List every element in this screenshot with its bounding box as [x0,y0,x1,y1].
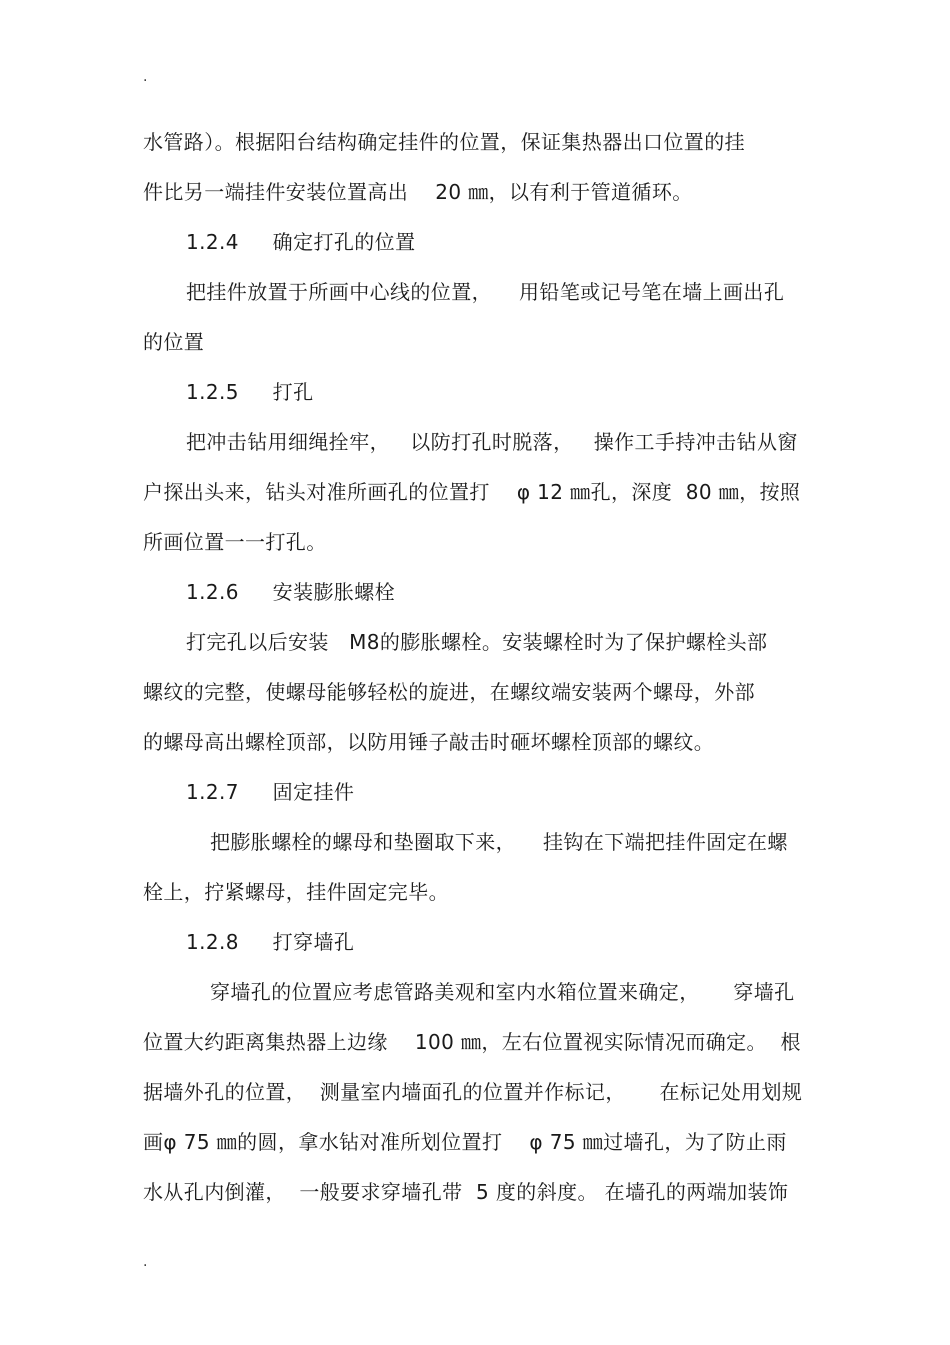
text-line: 水从孔内倒灌， 一般要求穿墙孔带 5 度的斜度。 在墙孔的两端加装饰 [143,1180,789,1204]
top-page-mark: . [143,69,148,85]
text-line: 把膨胀螺栓的螺母和垫圈取下来， 挂钩在下端把挂件固定在螺 [210,830,788,854]
bottom-page-mark: . [143,1254,148,1270]
text-line: 水管路）。根据阳台结构确定挂件的位置，保证集热器出口位置的挂 [143,130,745,154]
text-line: 的位置 [143,330,205,354]
text-line: 位置大约距离集热器上边缘 100 ㎜，左右位置视实际情况而确定。 根 [143,1030,801,1054]
text-line: 所画位置一一打孔。 [143,530,327,554]
text-line: 的螺母高出螺栓顶部，以防用锤子敲击时砸坏螺栓顶部的螺纹。 [143,730,715,754]
text-line: 户探出头来，钻头对准所画孔的位置打 φ 12 ㎜孔，深度 80 ㎜，按照 [143,480,801,504]
text-line: 画φ 75 ㎜的圆，拿水钻对准所划位置打 φ 75 ㎜过墙孔，为了防止雨 [143,1130,787,1154]
text-line: 打完孔以后安装 M8的膨胀螺栓。安装螺栓时为了保护螺栓头部 [186,630,768,654]
text-line: 螺纹的完整，使螺母能够轻松的旋进，在螺纹端安装两个螺母，外部 [143,680,755,704]
text-line: 据墙外孔的位置， 测量室内墙面孔的位置并作标记， 在标记处用划规 [143,1080,803,1104]
section-heading: 1.2.5 打孔 [186,380,314,404]
section-heading: 1.2.8 打穿墙孔 [186,930,355,954]
section-heading: 1.2.6 安装膨胀螺栓 [186,580,396,604]
section-heading: 1.2.7 固定挂件 [186,780,355,804]
text-line: 穿墙孔的位置应考虑管路美观和室内水箱位置来确定， 穿墙孔 [210,980,795,1004]
text-line: 件比另一端挂件安装位置高出 20 ㎜，以有利于管道循环。 [143,180,693,204]
text-line: 把冲击钻用细绳拴牢， 以防打孔时脱落， 操作工手持冲击钻从窗 [186,430,798,454]
section-heading: 1.2.4 确定打孔的位置 [186,230,416,254]
text-line: 栓上，拧紧螺母，挂件固定完毕。 [143,880,449,904]
text-line: 把挂件放置于所画中心线的位置， 用铅笔或记号笔在墙上画出孔 [186,280,785,304]
